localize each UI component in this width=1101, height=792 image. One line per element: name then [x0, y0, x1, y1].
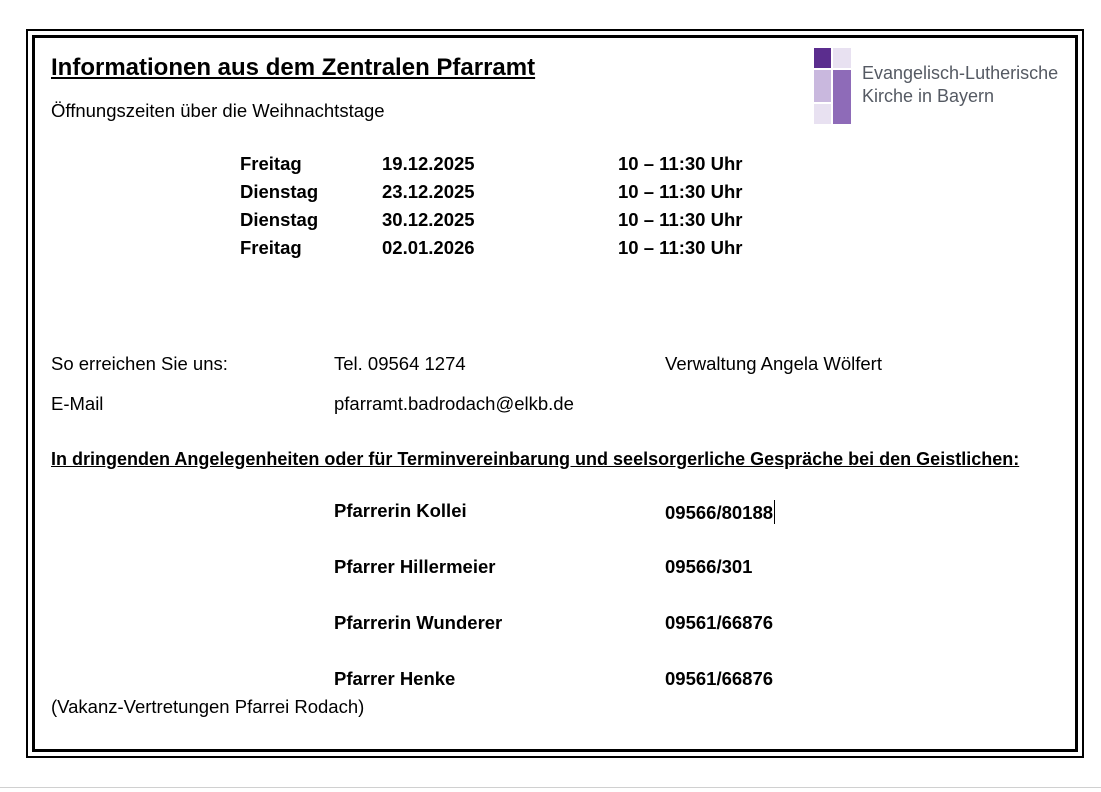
clergy-phone: 09561/66876 [665, 612, 774, 633]
logo-block-pale-top [833, 48, 851, 68]
contact-reach-label: So erreichen Sie uns: [51, 353, 228, 374]
footnote: (Vakanz-Vertretungen Pfarrei Rodach) [51, 696, 365, 717]
logo-block-light [814, 70, 831, 102]
schedule-time: 10 – 11:30 Uhr [618, 181, 743, 202]
elkb-logo-mark [814, 48, 854, 124]
logo-block-mid [833, 70, 851, 124]
clergy-phone: 09566/301 [665, 556, 753, 577]
logo-text-line1: Evangelisch-Lutherische [862, 63, 1059, 83]
clergy-name: Pfarrerin Kollei [334, 500, 467, 521]
schedule-time: 10 – 11:30 Uhr [618, 237, 743, 258]
schedule-date: 23.12.2025 [382, 181, 475, 202]
page-subtitle: Öffnungszeiten über die Weihnachtstage [51, 100, 385, 121]
clergy-name: Pfarrer Hillermeier [334, 556, 496, 577]
contact-email: pfarramt.badrodach@elkb.de [334, 393, 574, 414]
logo-text-line2: Kirche in Bayern [862, 86, 995, 106]
page-title: Informationen aus dem Zentralen Pfarramt [51, 54, 536, 81]
contact-admin: Verwaltung Angela Wölfert [665, 353, 882, 374]
schedule-time: 10 – 11:30 Uhr [618, 209, 743, 230]
contact-phone: Tel. 09564 1274 [334, 353, 466, 374]
schedule-date: 19.12.2025 [382, 153, 475, 174]
logo-block-pale-left [814, 104, 831, 124]
schedule-day: Freitag [240, 153, 302, 174]
schedule-day: Dienstag [240, 209, 319, 230]
urgent-heading: In dringenden Angelegenheiten oder für Terminvereinbarung und seelsorgerliche Gespräche bei den Geistlichen: [51, 449, 1020, 469]
clergy-phone-row [665, 500, 775, 524]
contact-email-label: E-Mail [51, 393, 104, 414]
schedule-day: Freitag [240, 237, 302, 258]
text-cursor [774, 500, 775, 524]
clergy-phone: 09566/80188 [665, 502, 774, 523]
clergy-name: Pfarrerin Wunderer [334, 612, 503, 633]
clergy-name: Pfarrer Henke [334, 668, 456, 689]
clergy-phone: 09561/66876 [665, 668, 774, 689]
logo-block-dark [814, 48, 831, 68]
schedule-date: 02.01.2026 [382, 237, 475, 258]
schedule-day: Dienstag [240, 181, 319, 202]
schedule-date: 30.12.2025 [382, 209, 475, 230]
schedule-time: 10 – 11:30 Uhr [618, 153, 743, 174]
page-divider [0, 787, 1101, 788]
